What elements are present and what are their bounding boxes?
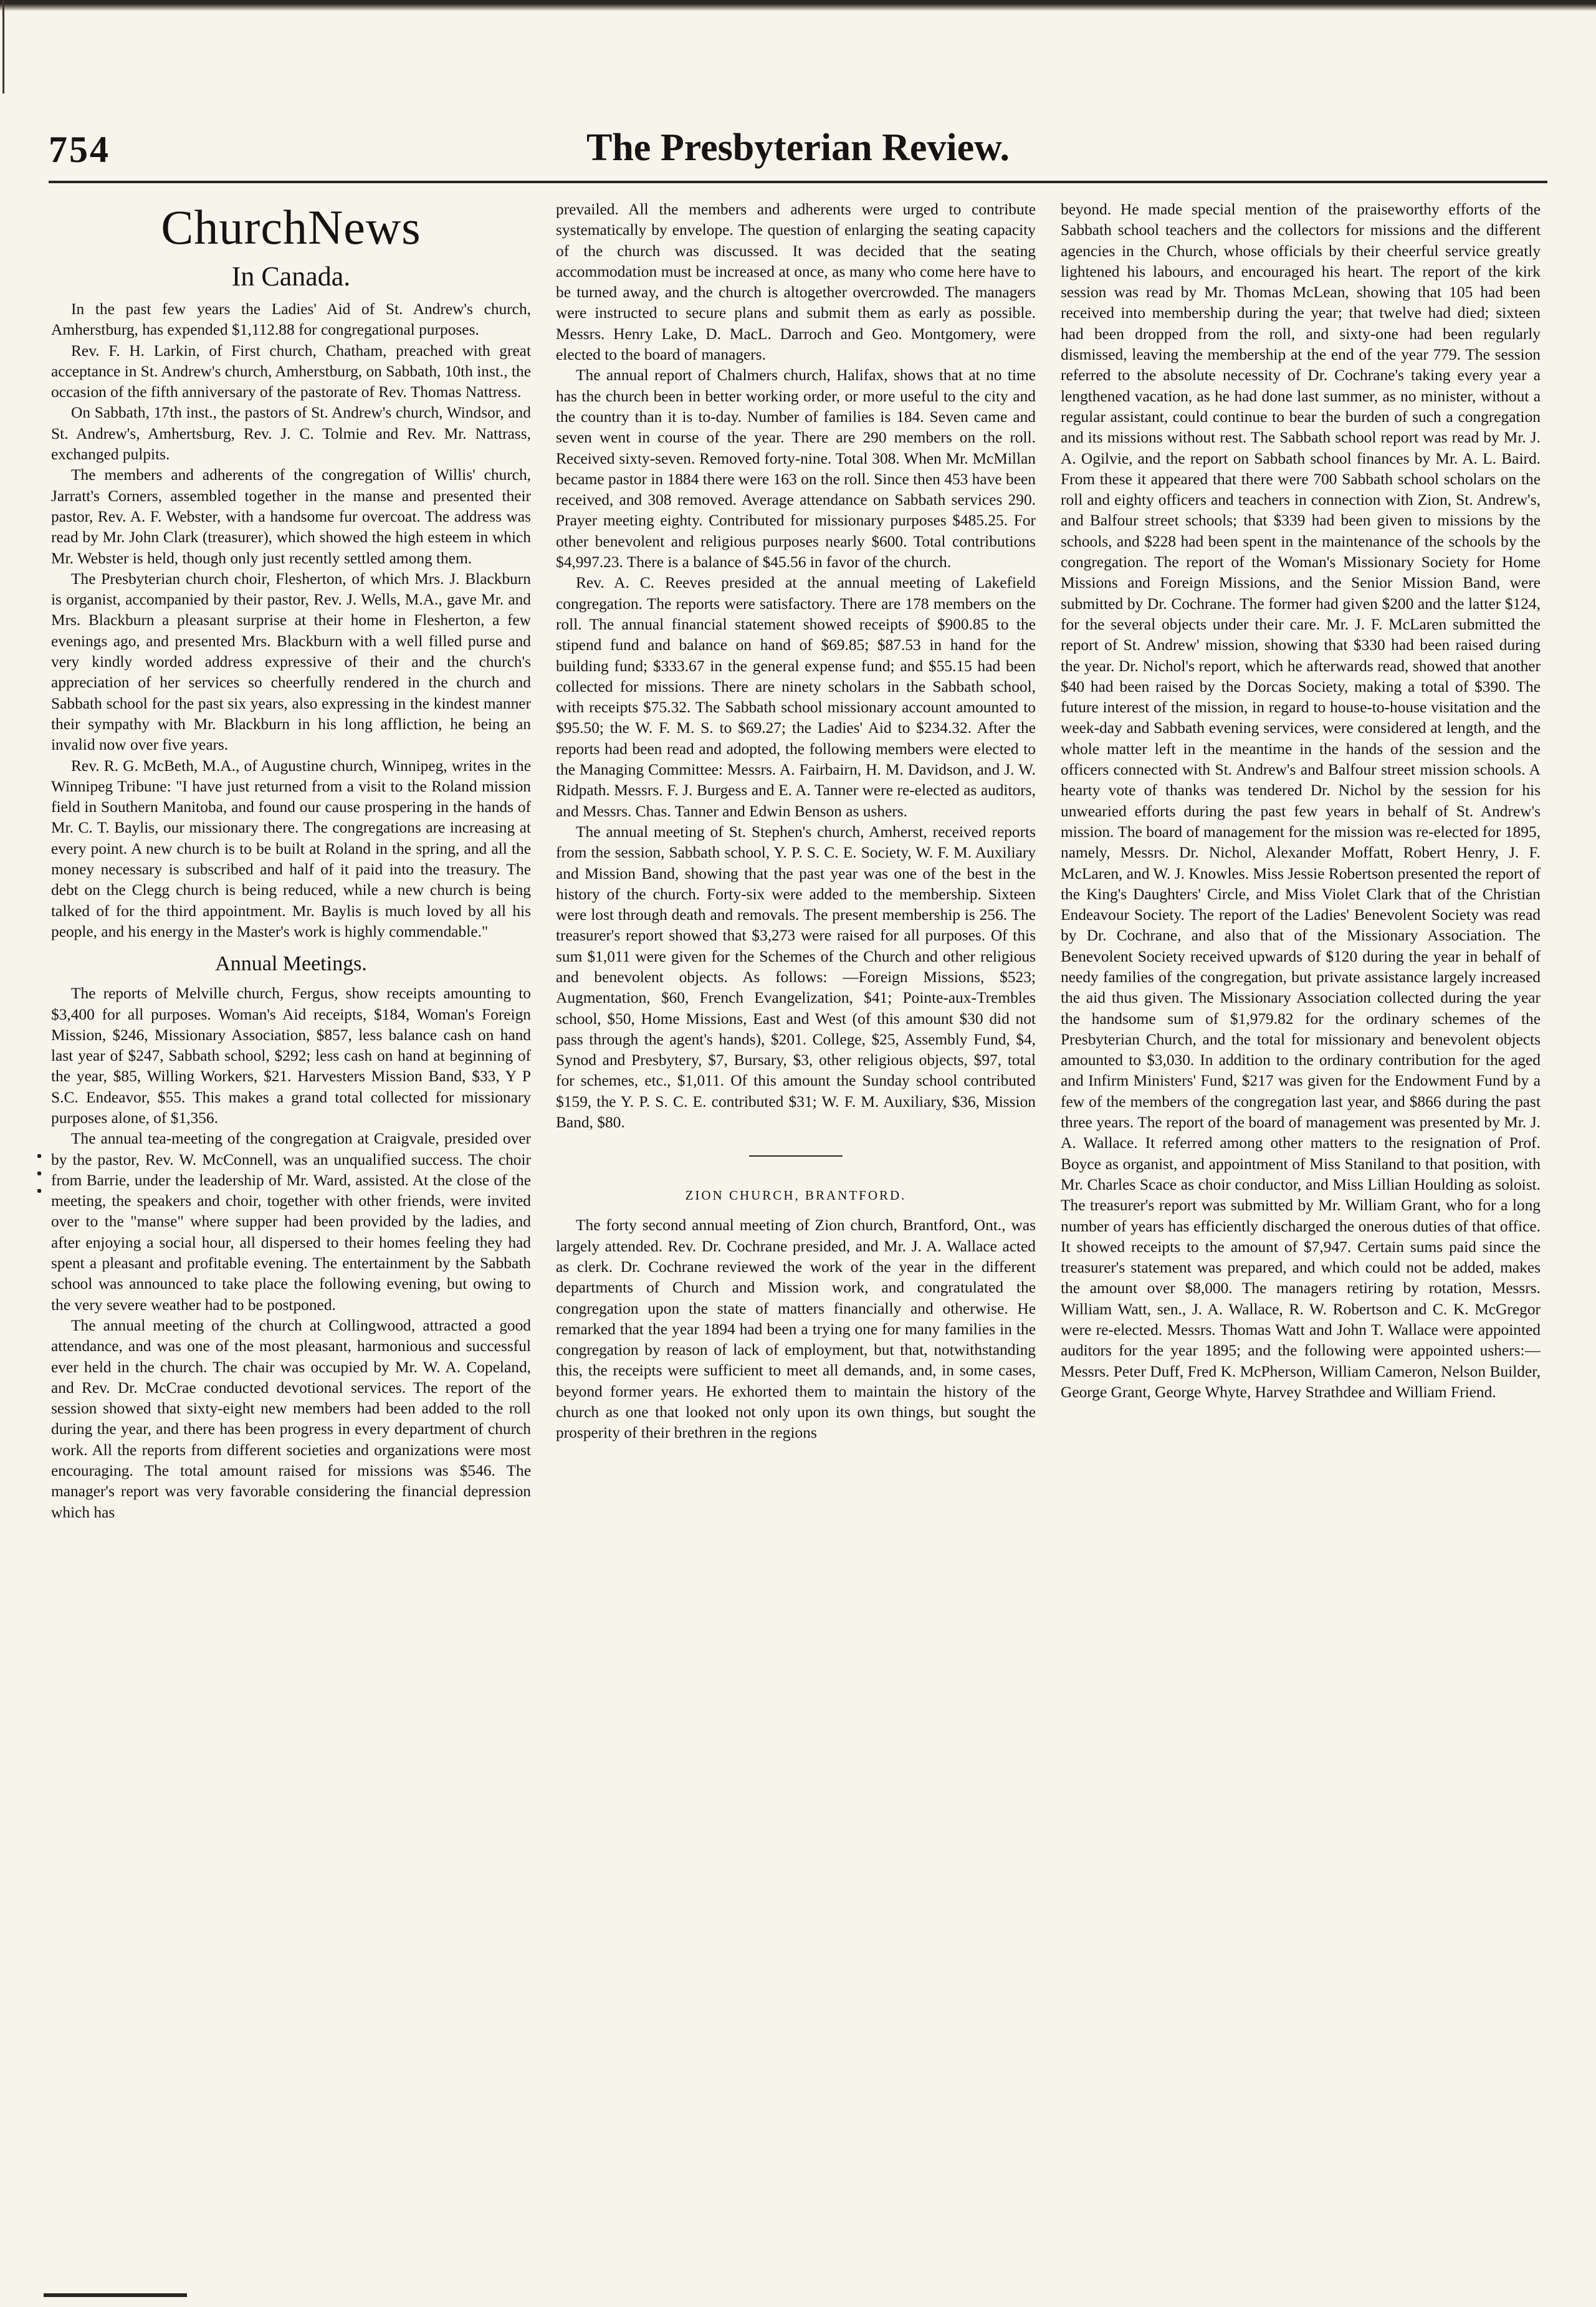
news-paragraph: The annual report of Chalmers church, Halifax, shows that at no time has the church been in better working order, or more useful to the city and the country than it is to-day. Number of families is 184. Seven came and seven went in course of the year. There are 290 members on the roll. Received sixty-seven. Removed forty-nine. Total 308. When Mr. McMillan became pastor in 1884 there were 163 on the roll. Since then 453 have been received, and 308 removed. Average attendance on Sabbath services 290. Prayer meeting eighty. Contributed for missionary purposes $485.25. For other benevolent and religious purposes nearly $600. Total contributions $4,997.23. There is a balance of $45.56 in favor of the church. — [556, 366, 1036, 571]
news-paragraph-continued: beyond. He made special mention of the praiseworthy efforts of the Sabbath school teachers and the collectors for missions and the different agencies in the Church, whose officials by their cheerful service greatly lightened his labours, and encouraged his heart. The report of the kirk session was read by Mr. Thomas McLean, showing that 105 had been received into membership during the year; that twelve had died; sixteen had been dropped from the roll, and sixty-one had been regularly dismissed, leaving the membership at the end of the year 779. The session referred to the absolute necessity of Dr. Cochrane's taking every year a lengthened vacation, as he had done last summer, as no minister, without a regular assistant, could continue to bear the burden of such a congregation and its missions without rest. The Sabbath school report was read by Mr. J. A. Ogilvie, and the report on Sabbath school finances by Mr. A. L. Baird. From these it appeared that there were 700 Sabbath school scholars on the roll and eighty officers and teachers in connection with Zion, St. Andrew's, and Balfour street schools; that $339 had been given to missions by the schools, and $228 had been spent in the maintenance of the schools by the congregation. The report of the Woman's Missionary Society for Home Missions and Foreign Missions, and the Senior Mission Band, were submitted by Dr. Cochrane. The former had given $200 and the latter $124, for the several objects under their care. Mr. J. F. McLaren submitted the report of St. Andrew' mission, showing that $330 had been raised during the year. Dr. Nichol's report, which he afterwards read, showed that another $40 had been raised by the Dorcas Society, making a total of $390. The future interest of the mission, in regard to house-to-house visitation and the week-day and Sabbath evening services, were considered at length, and the whole matter left in the meantime in the hands of the session and the officers connected with St. Andrew's and Balfour street mission schools. A hearty vote of thanks was tendered Dr. Nichol by the session for his unwearied efforts during the past few years in behalf of St. Andrew's mission. The board of management for the mission was re-elected for 1895, namely, Messrs. Dr. Nichol, Alexander Moffatt, Robert Henry, J. F. McLaren, and W. J. Knowles. Miss Jessie Robertson presented the report of the King's Daughters' Circle, and Miss Violet Clark that of the Christian Endeavour Society. The report of the Ladies' Benevolent Society was read by Dr. Cochrane, and also that of the Missionary Association. The Benevolent Society received upwards of $120 during the year in behalf of needy families of the congregation, but private assistance largely increased the aid thus given. The Missionary Association collected during the year the handsome sum of $1,979.82 for the ordinary schemes of the Presbyterian Church, and the total for missionary and benevolent objects amounted to $3,030. In addition to the ordinary contribution for the aged and Infirm Ministers' Fund, $217 was given for the Endowment Fund by a few of the members of the congregation last year, and $866 during the past three years. The report of the board of management was presented by Mr. J. A. Wallace. It referred among other matters to the resignation of Prof. Boyce as organist, and appointment of Miss Staniland to that position, with Mr. Charles Scace as choir conductor, and Miss Lillian Houlding as soloist. The treasurer's report was submitted by Mr. William Grant, who for a long number of years has efficiently discharged the onerous duties of that office. It showed receipts to the amount of $7,947. Certain sums paid since the treasurer's statement was prepared, and which could not be added, makes the amount over $8,000. The managers retiring by rotation, Messrs. William Watt, sen., J. A. Wallace, R. W. Robertson and C. K. McGregor were re-elected. Messrs. Thomas Watt and John T. Wallace were appointed auditors for the year 1895; and the following were appointed ushers:— Messrs. Peter Duff, Fred K. McPherson, William Cameron, Nelson Builder, George Grant, George Whyte, Harvey Strathdee and William Friend. — [1061, 201, 1541, 1401]
news-paragraph: Rev. R. G. McBeth, M.A., of Augustine church, Winnipeg, writes in the Winnipeg Tribune: "I have just returned from a visit to the Roland mission field in Southern Manitoba, and found our cause prospering in the hands of Mr. C. T. Baylis, our missionary there. The congregations are increasing at every point. A new church is to be built at Roland in the spring, and all the money necessary is subscribed and half of it paid into the treasury. The debt on the Clegg church is being reduced, while a new church is being talked of for the third appointment. Mr. Baylis is much loved by all his people, and his energy in the Master's work is highly commendable." — [51, 757, 531, 940]
annual-meetings-heading: Annual Meetings. — [215, 952, 367, 976]
page-top-border — [0, 0, 1596, 11]
news-paragraph: The Presbyterian church choir, Flesherton, of which Mrs. J. Blackburn is organist, accompanied by their pastor, Rev. J. Wells, M.A., gave Mr. and Mrs. Blackburn a pleasant surprise at their home in Flesherton, a few evenings ago, and presented Mrs. Blackburn with a well filled purse and very kindly worded address expressive of their and the church's appreciation of her services so cheerfully rendered in the church and Sabbath school for the past six years, also expressing in the kindest manner their sympathy with Mr. Blackburn in his long affliction, he being an invalid now over five years. — [51, 570, 531, 754]
zion-church-heading: ZION CHURCH, BRANTFORD. — [685, 1188, 907, 1203]
bottom-rule — [44, 2293, 187, 2297]
column-2 — [556, 199, 1036, 2287]
news-paragraph-continued: prevailed. All the members and adherents were urged to contribute systematically by envelope. The question of enlarging the seating capacity of the church was discussed. It was decided that the seating accommodation must be increased at once, as many who come here have to be turned away, and the church is altogether overcrowded. The managers were instructed to secure plans and submit them as early as possible. Messrs. Henry Lake, D. MacL. Darroch and Geo. Montgomery, were elected to the board of managers. — [556, 201, 1036, 364]
page-left-edge — [2, 0, 4, 93]
news-paragraph: The annual meeting of St. Stephen's church, Amherst, received reports from the session, Sabbath school, Y. P. S. C. E. Society, W. F. M. Auxiliary and Mission Band, showing that the past year was one of the best in the history of the church. Forty-six were added to the membership. Sixteen were lost through death and removals. The present membership is 256. The treasurer's report showed that $3,273 were raised for all purposes. Of this sum $1,011 were given for the Schemes of the Church and other religious and benevolent objects. As follows: —Foreign Missions, $523; Augmentation, $60, French Evangelization, $41; Pointe-aux-Trembles school, $50, Home Missions, East and West (of this amount $30 did not pass through the agent's hands), $201. College, $25, Assembly Fund, $4, Synod and Presbytery, $7, Bursary, $3, other religious objects, $97, total for schemes, etc., $1,011. Of this amount the Sunday school contributed $159, the Y. P. S. C. E. contributed $31; W. F. M. Auxiliary, $36, Mission Band, $80. — [556, 823, 1036, 1132]
news-paragraph: Rev. F. H. Larkin, of First church, Chatham, preached with great acceptance in St. Andrew's church, Amherstburg, on Sabbath, 10th inst., the occasion of the fifth anniversary of the pastorate of Rev. Thomas Nattress. — [51, 342, 531, 401]
running-head: The Presbyterian Review. — [586, 127, 1010, 169]
section-title: ChurchNews — [161, 200, 421, 254]
section-subtitle: In Canada. — [231, 261, 351, 292]
news-paragraph: The forty second annual meeting of Zion church, Brantford, Ont., was largely attended. Rev. Dr. Cochrane presided, and Mr. J. A. Wallace acted as clerk. Dr. Cochrane reviewed the work of the year in the different departments of Church and Mission work, and congratulated the congregation upon the state of matters financially and otherwise. He remarked that the year 1894 had been a trying one for many families in the congregation by reason of lack of employment, but that, notwithstanding this, the receipts were sufficient to meet all demands, and, in some cases, beyond former years. He exhorted them to maintain the history of the church as one that looked not only upon its own things, but sought the prosperity of their brethren in the regions — [556, 1216, 1036, 1442]
news-paragraph: The members and adherents of the congregation of Willis' church, Jarratt's Corners, assembled together in the manse and presented their pastor, Rev. A. F. Webster, with a handsome fur overcoat. The address was read by Mr. John Clark (treasurer), which showed the high esteem in which Mr. Webster is held, though only just recently settled among them. — [51, 466, 531, 567]
news-paragraph: The annual tea-meeting of the congregation at Craigvale, presided over by the pastor, Rev. W. McConnell, was an unqualified success. The choir from Barrie, under the leadership of Mr. Ward, assisted. At the close of the meeting, the speakers and choir, together with other friends, were invited over to the "manse" where supper had been provided by the ladies, and after enjoying a social hour, all dispersed to their homes feeling they had spent a pleasant and profitable evening. The entertainment by the Sabbath school was announced to take place the following evening, but owing to the very severe weather had to be postponed. — [51, 1130, 531, 1314]
header-rule — [49, 181, 1547, 183]
news-paragraph: In the past few years the Ladies' Aid of St. Andrew's church, Amherstburg, has expended $1,112.88 for congregational purposes. — [51, 300, 531, 339]
news-paragraph: The annual meeting of the church at Collingwood, attracted a good attendance, and was one of the most pleasant, harmonious and successful ever held in the church. The chair was occupied by Mr. W. A. Copeland, and Rev. Dr. McCrae conducted devotional services. The report of the session showed that sixty-eight new members had been added to the roll during the year, and there has been progress in every department of church work. All the reports from different societies and organizations were most encouraging. The total amount raised for missions was $546. The manager's report was very favorable considering the financial depression which has — [51, 1316, 531, 1521]
news-paragraph: Rev. A. C. Reeves presided at the annual meeting of Lakefield congregation. The reports were satisfactory. There are 178 members on the roll. The annual financial statement showed receipts of $900.85 to the stipend fund and balance on hand of $69.85; $87.53 in hand for the building fund; $333.67 in the general expense fund; and $55.15 had been collected for missions. There are ninety scholars in the Sabbath school, with receipts $75.32. The Sabbath school missionary account amounted to $95.50; the W. F. M. S. to $69.27; the Ladies' Aid to $234.32. After the reports had been read and adopted, the following members were elected to the Managing Committee: Messrs. A. Fairbairn, H. M. Davidson, and J. W. Ridpath. Messrs. F. J. Burgess and E. A. Tanner were re-elected as auditors, and Messrs. Chas. Tanner and Edwin Benson as ushers. — [556, 574, 1036, 820]
column-3 — [1061, 199, 1541, 2287]
column-1 — [51, 199, 531, 2287]
news-paragraph: On Sabbath, 17th inst., the pastors of St. Andrew's church, Windsor, and St. Andrew's, Amhertsburg, Rev. J. C. Tolmie and Rev. Mr. Nattrass, exchanged pulpits. — [51, 404, 531, 464]
news-paragraph: The reports of Melville church, Fergus, show receipts amounting to $3,400 for all purposes. Woman's Aid receipts, $184, Woman's Foreign Mission, $246, Missionary Association, $857, less balance cash on hand last year of $247, Sabbath school, $292; less cash on hand at beginning of the year, $85, Willing Workers, $21. Harvesters Mission Band, $33, Y P S.C. Endeavor, $55. This makes a grand total collected for missionary purposes alone, of $1,356. — [51, 985, 531, 1127]
section-separator — [749, 1155, 843, 1157]
scan-marks — [37, 1140, 45, 1203]
page-number: 754 — [49, 129, 110, 170]
